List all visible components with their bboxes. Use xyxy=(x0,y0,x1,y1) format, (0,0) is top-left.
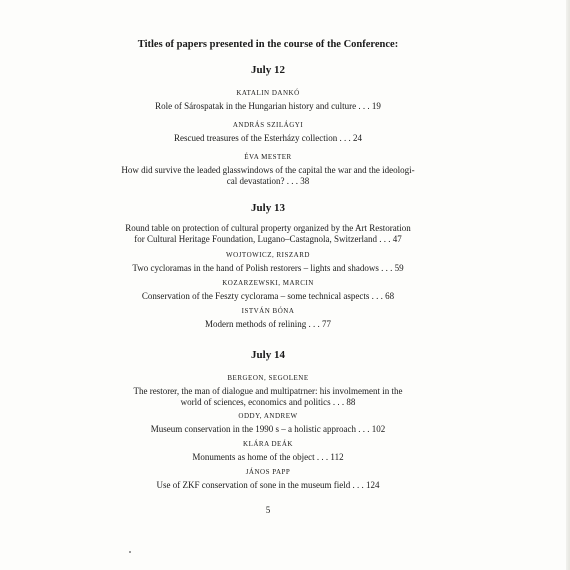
paper-author: ISTVÁN BÓNA xyxy=(241,307,295,315)
page-edge xyxy=(566,0,570,570)
paper-author: ÉVA MESTER xyxy=(244,153,292,161)
paper-author: KLÁRA DEÁK xyxy=(243,440,293,448)
paper-author: KOZARZEWSKI, MARCIN xyxy=(222,279,314,287)
paper-title: Role of Sárospatak in the Hungarian history and culture . . . 19 xyxy=(155,101,381,111)
scan-speck xyxy=(129,551,131,553)
paper-title: Museum conservation in the 1990 s – a holistic approach . . . 102 xyxy=(150,424,386,434)
paper-title: Monuments as home of the object . . . 112 xyxy=(192,452,344,462)
paper-title-line: How did survive the leaded glasswindows of the capital the war and the ideologi- xyxy=(121,165,415,175)
paper-author: KATALIN DANKÓ xyxy=(236,89,300,97)
day-heading-july-13: July 13 xyxy=(251,202,285,214)
paper-author: ODDY, ANDREW xyxy=(238,412,298,420)
day-heading-july-12: July 12 xyxy=(251,64,285,76)
paper-title-line: cal devastation? . . . 38 xyxy=(226,176,310,186)
paper-author: WOJTOWICZ, RISZARD xyxy=(226,251,310,259)
paper-title: Use of ZKF conservation of sone in the museum field . . . 124 xyxy=(156,480,380,490)
contents-list xyxy=(118,38,418,516)
page-number: 5 xyxy=(265,505,271,515)
paper-title-line: for Cultural Heritage Foundation, Lugano–Castagnola, Switzerland . . . 47 xyxy=(134,234,402,244)
paper-title-line: The restorer, the man of dialogue and multipatrner: his involmement in the xyxy=(133,386,403,396)
day-heading-july-14: July 14 xyxy=(251,349,285,361)
paper-author: ANDRÁS SZILÁGYI xyxy=(232,121,304,129)
paper-title: Modern methods of relining . . . 77 xyxy=(205,319,331,329)
paper-title-line: world of sciences, economics and politics . . . 88 xyxy=(180,397,356,407)
paper-author: BERGEON, SEGOLENE xyxy=(227,374,309,382)
paper-author: JÁNOS PAPP xyxy=(245,468,291,476)
paper-title: Two cycloramas in the hand of Polish restorers – lights and shadows . . . 59 xyxy=(132,263,404,273)
page-heading: Titles of papers presented in the course of the Conference: xyxy=(137,39,399,50)
paper-title: Conservation of the Feszty cyclorama – some technical aspects . . . 68 xyxy=(141,291,395,301)
paper-title-line: Round table on protection of cultural property organized by the Art Restoration xyxy=(125,223,411,233)
paper-title: Rescued treasures of the Esterházy collection . . . 24 xyxy=(174,133,362,143)
